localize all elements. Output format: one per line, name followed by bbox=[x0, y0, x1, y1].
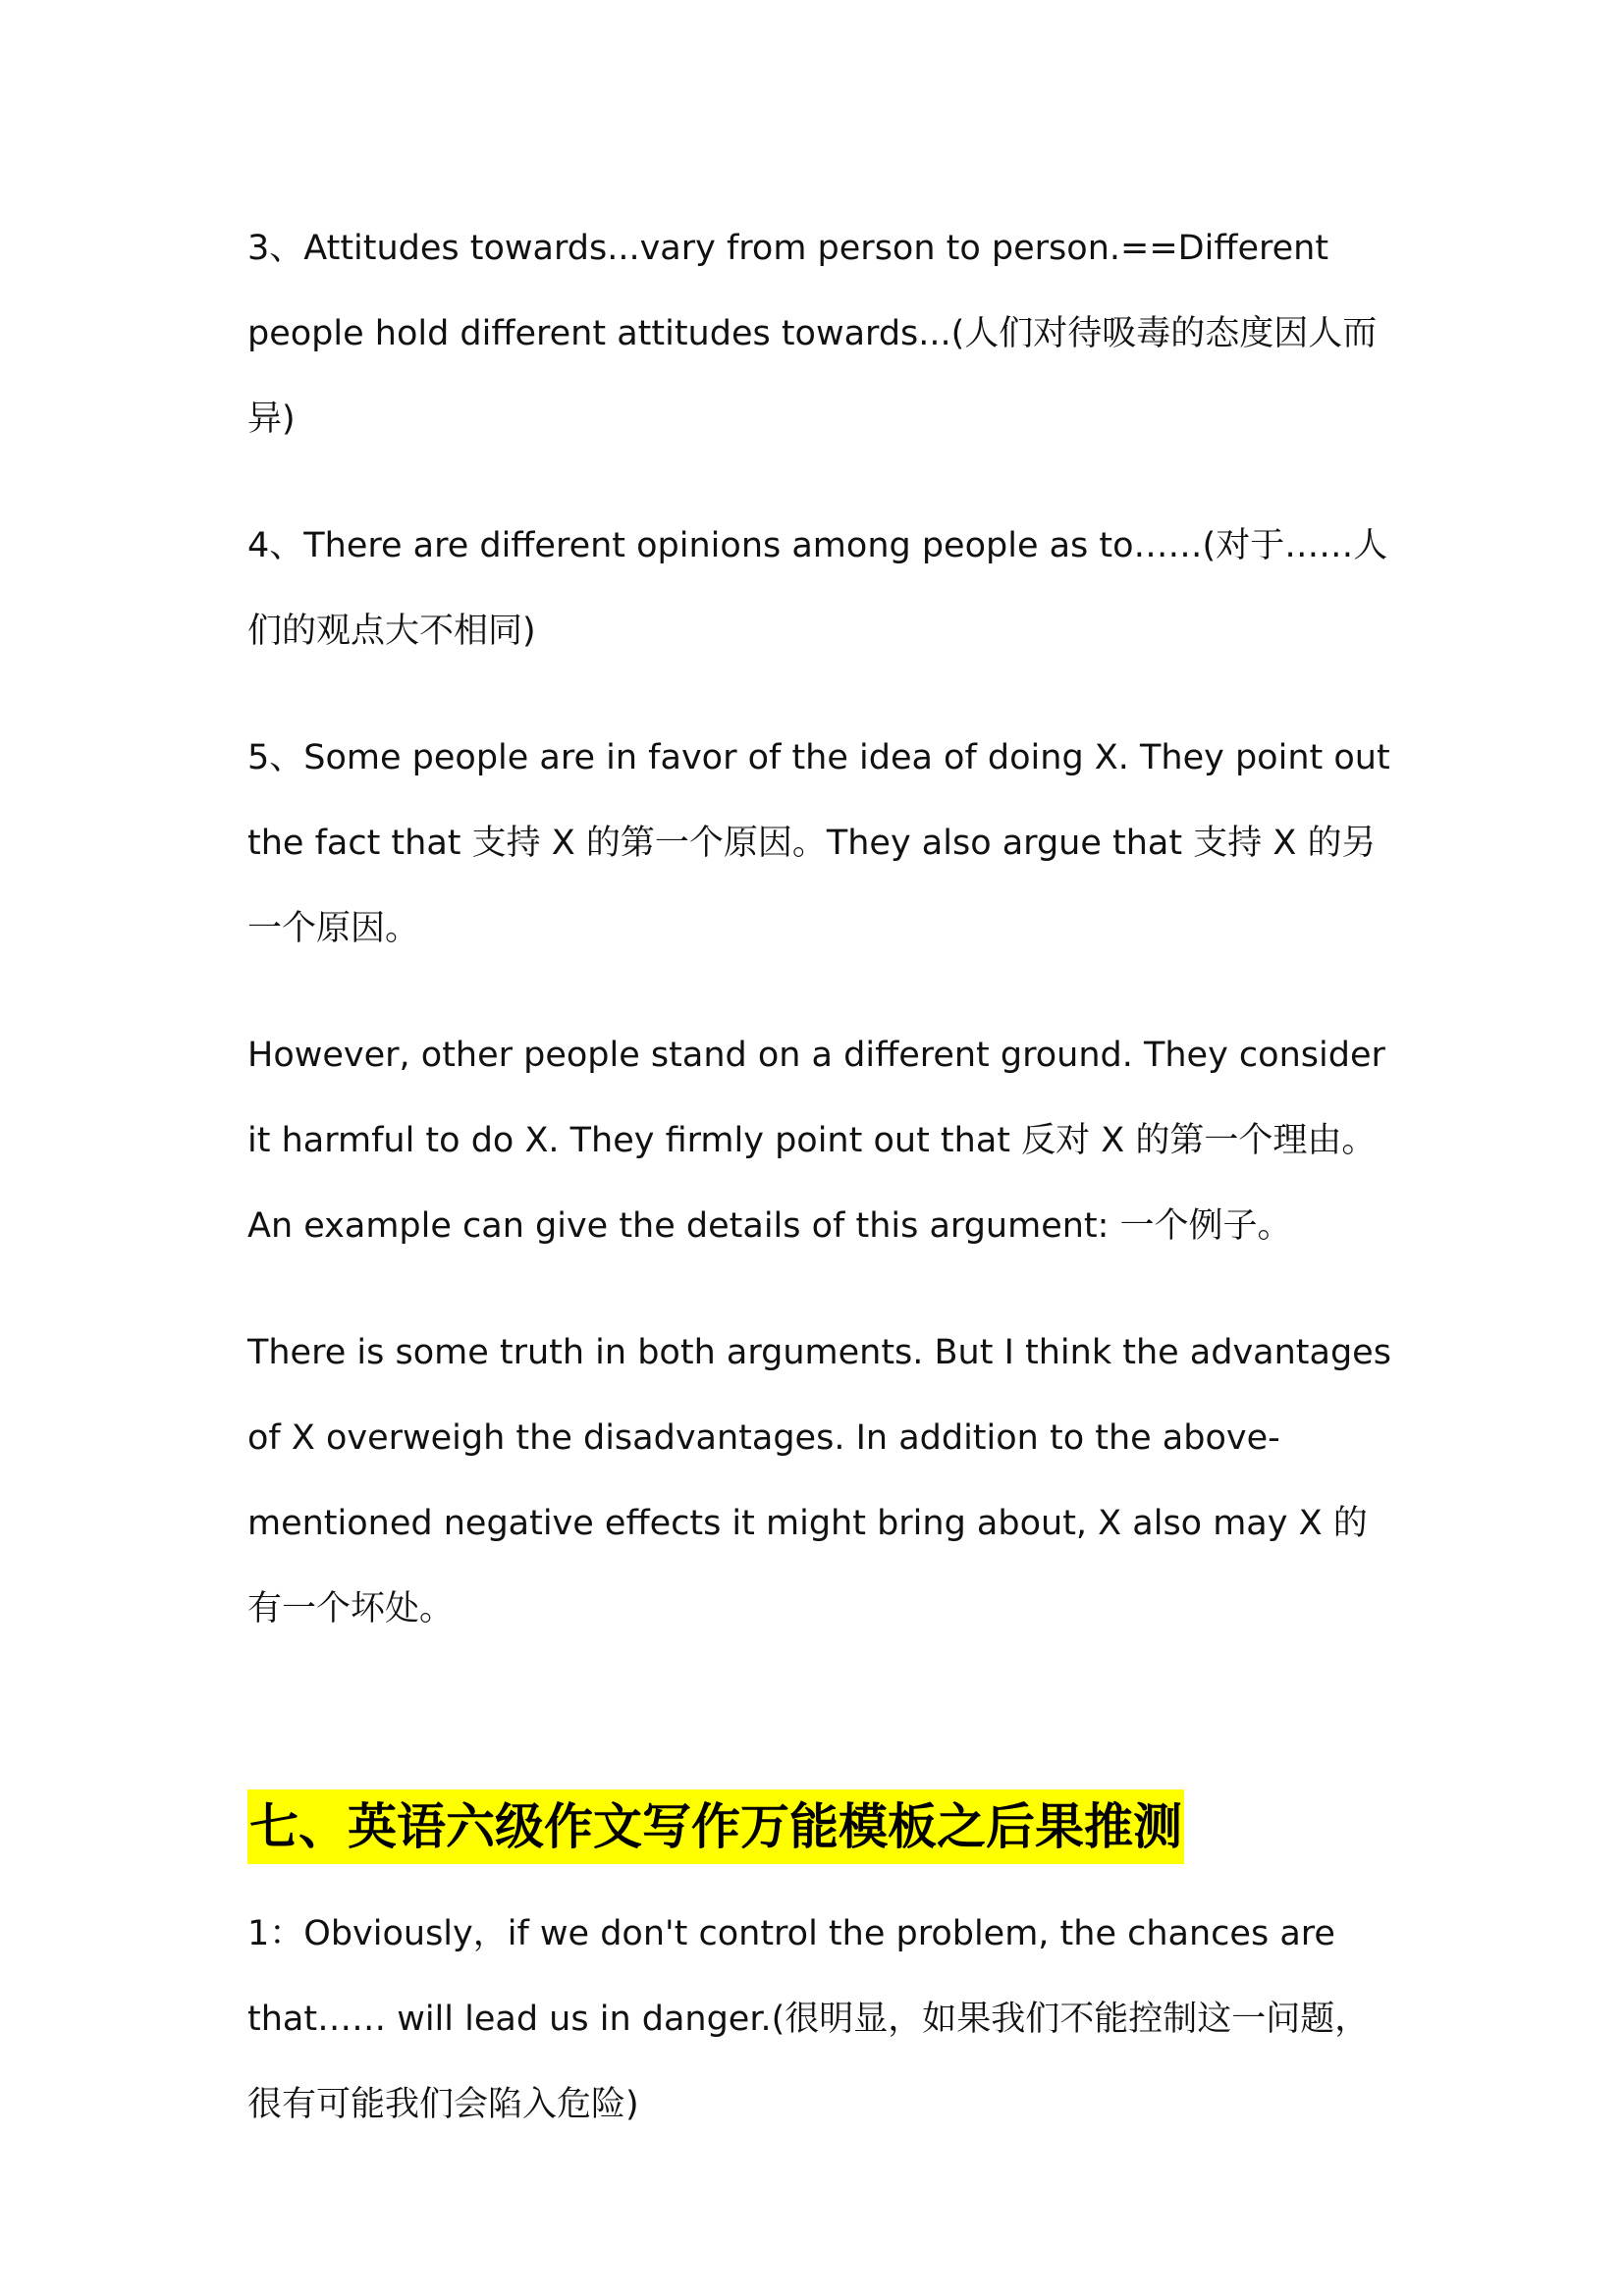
paragraph-obviously: 1：Obviously，if we don't control the problem, the chances are that…… will lead us in danger.(很明显，如果我们不能控制这一问题，很有可能我们会陷入危险) bbox=[247, 1914, 1370, 2124]
paragraph-opinions: 4、There are different opinions among people as to……(对于……人们的观点大不相同) bbox=[247, 526, 1388, 651]
section-heading-container bbox=[247, 1789, 1396, 1864]
paragraph-in-favor: 5、Some people are in favor of the idea of doing X. They point out the fact that 支持 X 的第一个原因。They also argue that 支持 X 的另一个原因。 bbox=[247, 738, 1390, 948]
document-content bbox=[247, 206, 1396, 2189]
paragraph-conclusion: There is some truth in both arguments. But I think the advantages of X overweigh the disadvantages. In addition to the above-mentioned negative effects it might bring about, X also may X 的有一个坏处。 bbox=[247, 1333, 1391, 1629]
section-heading: 七、英语六级作文写作万能模板之后果推测 bbox=[247, 1789, 1184, 1864]
paragraph-however: However, other people stand on a different ground. They consider it harmful to do X. They firmly point out that 反对 X 的第一个理由。 An example can give the details of this argument: 一个例子。 bbox=[247, 1036, 1385, 1246]
paragraph-attitudes: 3、Attitudes towards...vary from person to person.==Different people hold different attitudes towards...(人们对待吸毒的态度因人而异) bbox=[247, 229, 1378, 439]
